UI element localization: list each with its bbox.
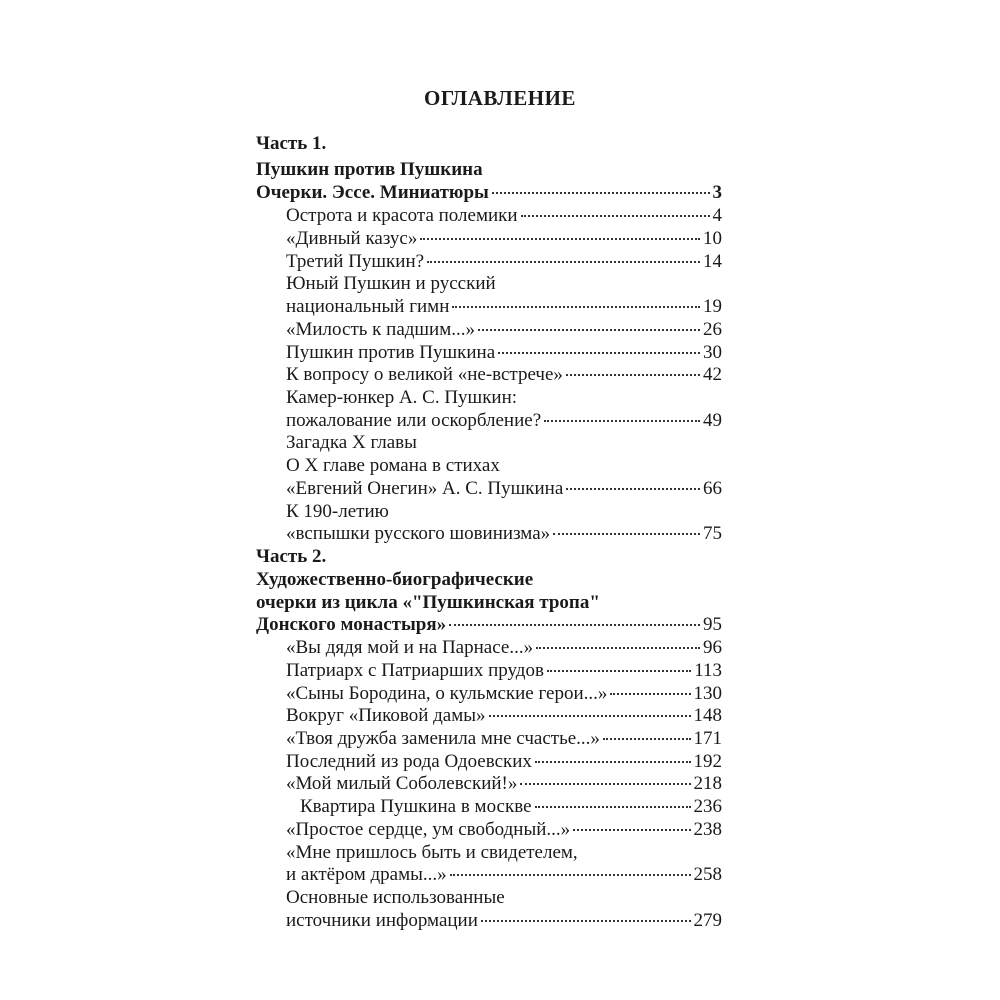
page-number: 42 [703, 364, 722, 385]
leader-dots [481, 920, 691, 922]
page-number: 19 [703, 296, 722, 317]
leader-dots [573, 829, 690, 831]
toc-line-text: Художественно-биографические [256, 569, 534, 590]
leader-dots [427, 261, 700, 263]
page-number: 75 [703, 523, 722, 544]
toc-line-text: Квартира Пушкина в москве [300, 796, 532, 817]
page-number: 279 [693, 910, 722, 931]
toc-line-text: Пушкин против Пушкина [286, 342, 496, 363]
toc-title: ОГЛАВЛЕНИЕ [424, 86, 576, 110]
toc-line-text: «Дивный казус» [286, 228, 418, 249]
toc-line-text: Третий Пушкин? [286, 251, 425, 272]
toc-line-text: «Сыны Бородина, о кульмские герои...» [286, 683, 608, 704]
leader-dots [520, 783, 690, 785]
toc-line-text: Загадка X главы [286, 432, 417, 453]
leader-dots [610, 693, 690, 695]
toc-line-text: Часть 2. [256, 546, 327, 567]
toc-line-text: Последний из рода Одоевских [286, 751, 532, 772]
toc-line-text: пожалование или оскорбление? [286, 410, 542, 431]
toc-line-text: О X главе романа в стихах [286, 455, 500, 476]
leader-dots [566, 488, 700, 490]
leader-dots [452, 306, 700, 308]
page-number: 66 [703, 478, 722, 499]
page-number: 192 [693, 751, 722, 772]
toc-line-text: «вспышки русского шовинизма» [286, 523, 551, 544]
page-number: 30 [703, 342, 722, 363]
leader-dots [449, 624, 700, 626]
page-number: 26 [703, 319, 722, 340]
toc-line-text: Основные использованные [286, 887, 505, 908]
toc-line-text: Вокруг «Пиковой дамы» [286, 705, 486, 726]
leader-dots [489, 715, 691, 717]
toc-line-text: и актёром драмы...» [286, 864, 447, 885]
leader-dots [566, 374, 700, 376]
page-number: 238 [693, 819, 722, 840]
part-heading [256, 131, 722, 157]
page-number: 148 [693, 705, 722, 726]
page-number: 95 [703, 614, 722, 635]
toc-line-text: «Милость к падшим...» [286, 319, 475, 340]
leader-dots [536, 647, 700, 649]
page-number: 3 [712, 182, 722, 203]
toc-line-text: источники информации [286, 910, 478, 931]
toc-line-text: Пушкин против Пушкина [256, 159, 483, 180]
toc-line-text: К 190-летию [286, 501, 389, 522]
toc-line-text: К вопросу о великой «не-встрече» [286, 364, 563, 385]
leader-dots [603, 738, 691, 740]
toc-line-text: Часть 1. [256, 133, 327, 154]
toc-line-text: «Мой милый Соболевский!» [286, 773, 518, 794]
leader-dots [450, 874, 691, 876]
leader-dots [521, 215, 710, 217]
page-number: 218 [693, 773, 722, 794]
toc-line-text: Юный Пушкин и русский [286, 273, 496, 294]
page-number: 96 [703, 637, 722, 658]
toc-line-text: «Простое сердце, ум свободный...» [286, 819, 571, 840]
page-number: 14 [703, 251, 722, 272]
toc-line-text: «Мне пришлось быть и свидетелем, [286, 842, 578, 863]
toc-line-text: Очерки. Эссе. Миниатюры [256, 182, 489, 203]
leader-dots [420, 238, 700, 240]
toc-line-text: «Твоя дружба заменила мне счастье...» [286, 728, 600, 749]
page-number: 258 [693, 864, 722, 885]
toc-line-text: Острота и красота полемики [286, 205, 518, 226]
page-number: 236 [693, 796, 722, 817]
leader-dots [544, 420, 700, 422]
toc-line-text: Камер-юнкер А. С. Пушкин: [286, 387, 518, 408]
page-number: 4 [712, 205, 722, 226]
page-number: 171 [693, 728, 722, 749]
page-number: 10 [703, 228, 722, 249]
page-number: 113 [694, 660, 722, 681]
toc-line-text: очерки из цикла «"Пушкинская тропа" [256, 592, 600, 613]
toc-line-text: «Евгений Онегин» А. С. Пушкина [286, 478, 564, 499]
toc-line-text: Донского монастыря» [256, 614, 447, 635]
toc-line-text: Патриарх с Патриарших прудов [286, 660, 544, 681]
toc-line-text: «Вы дядя мой и на Парнасе...» [286, 637, 534, 658]
leader-dots [535, 806, 691, 808]
leader-dots [547, 670, 691, 672]
leader-dots [478, 329, 700, 331]
page-number: 130 [693, 683, 722, 704]
leader-dots [492, 192, 710, 194]
leader-dots [498, 352, 700, 354]
toc-entry [286, 908, 722, 934]
leader-dots [535, 761, 691, 763]
toc-line-text: национальный гимн [286, 296, 450, 317]
leader-dots [553, 533, 700, 535]
page-number: 49 [703, 410, 722, 431]
